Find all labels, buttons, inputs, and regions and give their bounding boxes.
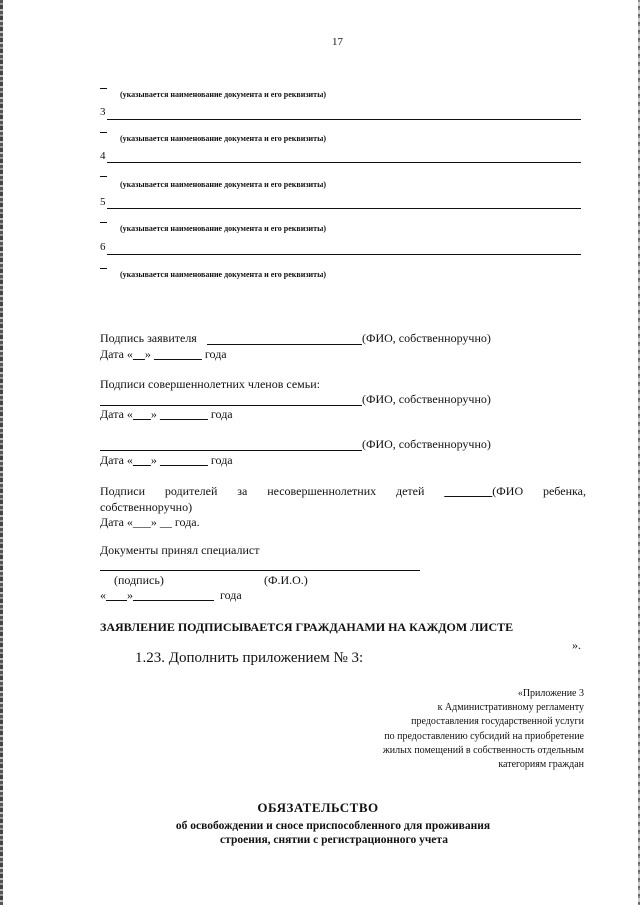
applicant-signature-line[interactable] bbox=[207, 344, 362, 345]
signature-caption: (подпись) bbox=[114, 573, 164, 587]
parents-word-2: родителей bbox=[164, 484, 218, 498]
specialist-label: Документы принял специалист bbox=[100, 543, 260, 557]
parents-fio-group bbox=[444, 484, 523, 499]
scan-left-edge bbox=[0, 0, 3, 905]
annex-line: к Административному регламенту bbox=[437, 702, 584, 714]
date-day-blank[interactable] bbox=[133, 407, 151, 421]
item-number-6: 6 bbox=[100, 241, 106, 253]
annex-line: по предоставлению субсидий на приобретение bbox=[384, 730, 584, 742]
parents-word-3: за bbox=[237, 484, 248, 498]
signing-notice: ЗАЯВЛЕНИЕ ПОДПИСЫВАЕТСЯ ГРАЖДАНАМИ НА КАЖДОМ ЛИСТЕ bbox=[100, 620, 514, 634]
date-prefix: Дата « bbox=[100, 453, 133, 467]
child-fio-part2: ребенка, bbox=[542, 484, 586, 498]
document-hint: (указывается наименование документа и его реквизиты) bbox=[120, 224, 326, 233]
item-dash bbox=[100, 176, 107, 177]
item-dash bbox=[100, 268, 107, 269]
applicant-date bbox=[100, 347, 227, 362]
family-signatures-label: Подписи совершеннолетних членов семьи: bbox=[100, 377, 320, 391]
date-month-blank[interactable] bbox=[160, 453, 208, 467]
obligation-subtitle-1: об освобождении и сносе приспособленного для проживания bbox=[175, 820, 491, 832]
obligation-title: ОБЯЗАТЕЛЬСТВО bbox=[257, 800, 379, 815]
date-day-blank[interactable] bbox=[133, 347, 145, 361]
specialist-signature-line[interactable] bbox=[100, 570, 420, 571]
item-number-4: 4 bbox=[100, 150, 106, 162]
date-mid: » bbox=[150, 407, 157, 421]
parents-date: Дата «___» __ года. bbox=[100, 515, 200, 529]
parents-word-4: несовершеннолетних bbox=[267, 484, 377, 498]
date-year-word: года bbox=[210, 407, 233, 421]
item-4-line bbox=[107, 162, 581, 163]
specialist-date bbox=[100, 588, 242, 603]
document-hint: (указывается наименование документа и его реквизиты) bbox=[120, 180, 326, 189]
child-fio-part3: собственноручно) bbox=[100, 500, 193, 514]
annex-line: предоставления государственной услуги bbox=[411, 716, 584, 728]
date-mid: » bbox=[150, 453, 157, 467]
child-fio-part1: (ФИО bbox=[492, 484, 524, 498]
item-3-line bbox=[107, 119, 581, 120]
family-signature-line-2[interactable] bbox=[100, 450, 362, 451]
parents-word-1: Подписи bbox=[100, 484, 146, 498]
document-hint: (указывается наименование документа и его реквизиты) bbox=[120, 270, 326, 279]
date-month-blank[interactable] bbox=[154, 347, 202, 361]
date-year-word: года bbox=[204, 347, 227, 361]
quote-open: « bbox=[100, 588, 106, 602]
document-hint: (указывается наименование документа и его реквизиты) bbox=[120, 90, 326, 99]
family-signature-line-1[interactable] bbox=[100, 405, 362, 406]
annex-line: категориям граждан bbox=[498, 759, 584, 771]
family-date-2 bbox=[100, 453, 233, 468]
item-number-3: 3 bbox=[100, 106, 106, 118]
family-fio-note-1: (ФИО, собственноручно) bbox=[362, 392, 491, 406]
applicant-fio-note: (ФИО, собственноручно) bbox=[362, 331, 491, 345]
annex-line: «Приложение 3 bbox=[517, 688, 584, 699]
date-mid: » bbox=[144, 347, 151, 361]
item-dash bbox=[100, 222, 107, 223]
obligation-heading bbox=[0, 800, 640, 846]
item-number-5: 5 bbox=[100, 196, 106, 208]
annex-line: жилых помещений в собственность отдельным bbox=[382, 744, 584, 756]
date-day-blank[interactable] bbox=[106, 588, 127, 602]
item-dash bbox=[100, 132, 107, 133]
obligation-subtitle-2: строения, снятии с регистрационного учета bbox=[220, 834, 448, 846]
annex-header bbox=[383, 687, 584, 772]
amendment-text: 1.23. Дополнить приложением № 3: bbox=[135, 650, 364, 666]
date-month-blank[interactable] bbox=[133, 588, 214, 602]
fio-caption: (Ф.И.О.) bbox=[264, 573, 308, 587]
closing-quote-mark: ». bbox=[572, 638, 581, 652]
quote-close: » bbox=[127, 588, 133, 602]
date-day-blank[interactable] bbox=[133, 453, 151, 467]
page-number: 17 bbox=[332, 36, 343, 48]
date-year-word: года bbox=[220, 588, 242, 602]
family-date-1 bbox=[100, 407, 233, 422]
parents-signature-blank[interactable] bbox=[444, 484, 492, 498]
date-year-word: года bbox=[210, 453, 233, 467]
date-month-blank[interactable] bbox=[160, 407, 208, 421]
parents-word-5: детей bbox=[396, 484, 425, 498]
item-6-line bbox=[107, 254, 581, 255]
item-dash bbox=[100, 88, 107, 89]
applicant-signature-label: Подпись заявителя bbox=[100, 331, 197, 345]
parents-signature-row bbox=[100, 484, 586, 499]
family-fio-note-2: (ФИО, собственноручно) bbox=[362, 437, 491, 451]
item-5-line bbox=[107, 208, 581, 209]
document-hint: (указывается наименование документа и его реквизиты) bbox=[120, 134, 326, 143]
date-prefix: Дата « bbox=[100, 347, 133, 361]
date-prefix: Дата « bbox=[100, 407, 133, 421]
